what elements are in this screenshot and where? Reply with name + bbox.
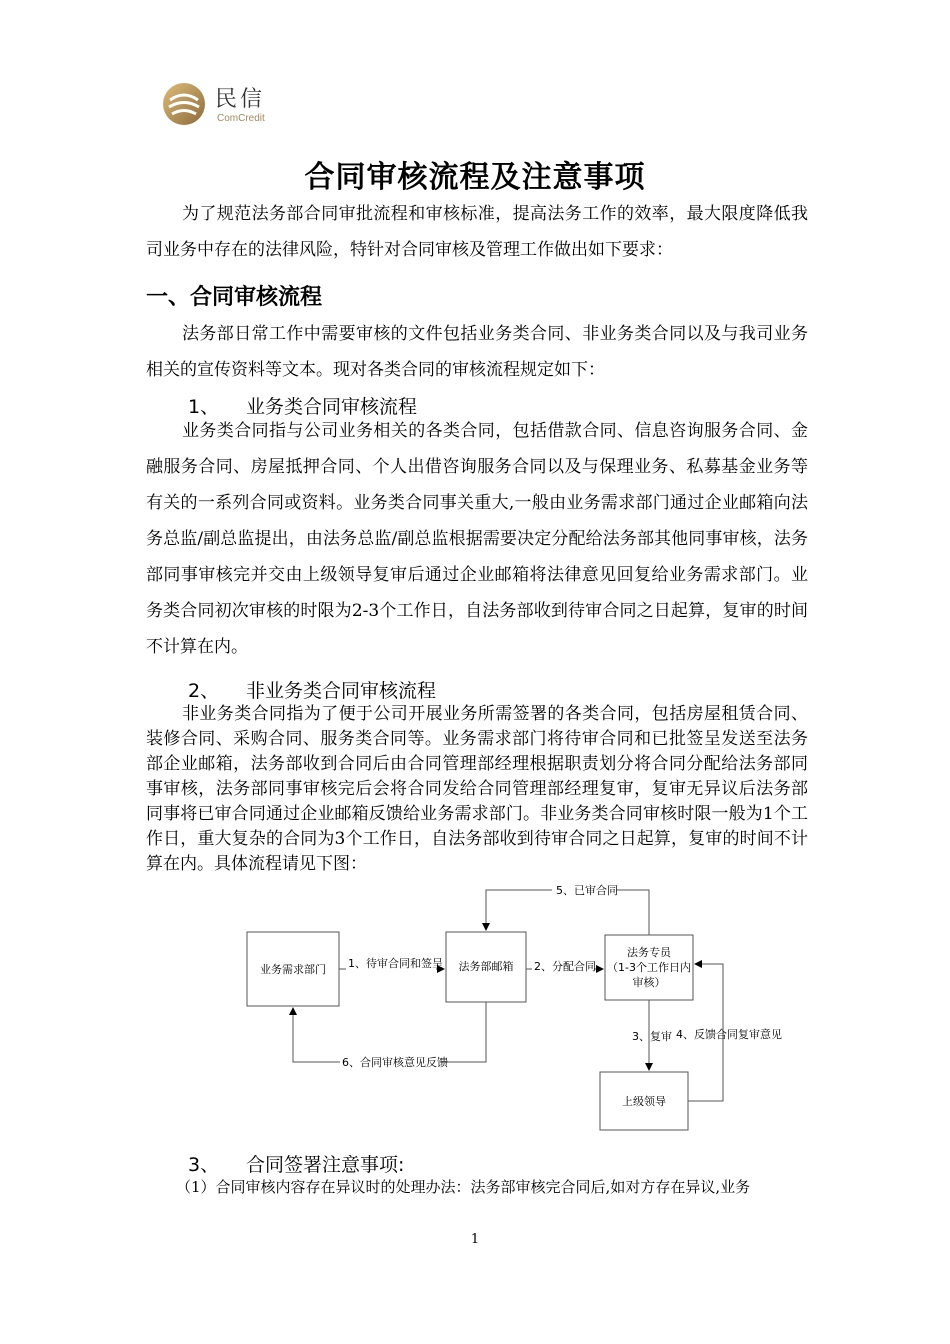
sub1-paragraph: 业务类合同指与公司业务相关的各类合同，包括借款合同、信息咨询服务合同、金融服务合同、房屋抵押合同、个人出借咨询服务合同以及与保理业务、私募基金业务等有关的一系列合同或资料。业务类合同事关重大,一般由业务需求部门通过企业邮箱向法务总监/副总监提出，由法务总监/副总监根据需要决定分配给法务部其他同事审核，法务部同事审核完并交由上级领导复审后通过企业邮箱将法律意见回复给业务需求部门。业务类合同初次审核的时限为2-3个工作日，自法务部收到待审合同之日起算，复审的时间不计算在内。 — [146, 421, 808, 657]
logo-name: 民信 — [215, 87, 266, 112]
edge-5-label: 5、已审合同 — [556, 884, 618, 897]
section1-heading: 一、合同审核流程 — [146, 285, 323, 310]
sub1-number: 1、 — [188, 396, 220, 418]
box-legal-staff-line2: （1-3个工作日内 — [607, 961, 691, 974]
box-business-dept-label: 业务需求部门 — [260, 963, 326, 976]
flow-diagram — [0, 870, 950, 1140]
logo-subtitle: ComCredit — [217, 113, 265, 124]
sub2-title: 非业务类合同审核流程 — [246, 680, 437, 702]
box-legal-mailbox-label: 法务部邮箱 — [458, 960, 514, 973]
edge-4-label: 4、反馈合同复审意见 — [676, 1028, 782, 1041]
section1-intro: 法务部日常工作中需要审核的文件包括业务类合同、非业务类合同以及与我司业务相关的宣传资料等文本。现对各类合同的审核流程规定如下： — [146, 324, 808, 380]
edge-6 — [293, 1002, 486, 1062]
sub1-title: 业务类合同审核流程 — [246, 396, 418, 418]
sub3-heading — [188, 1150, 404, 1177]
edge-6-label: 6、合同审核意见反馈 — [342, 1056, 448, 1069]
sub2-number: 2、 — [188, 680, 220, 702]
sub3-number: 3、 — [188, 1154, 220, 1176]
edge-2-label: 2、分配合同 — [534, 960, 596, 973]
edge-3-label: 3、复审 — [632, 1030, 672, 1043]
page-title: 合同审核流程及注意事项 — [304, 160, 646, 195]
edge-1-label: 1、待审合同和签呈 — [348, 957, 443, 970]
sub2-paragraph: 非业务类合同指为了便于公司开展业务所需签署的各类合同，包括房屋租赁合同、装修合同、采购合同、服务类合同等。业务需求部门将待审合同和已批签呈发送至法务部企业邮箱，法务部收到合同后由合同管理部经理根据职责划分将合同分配给法务部同事审核，法务部同事审核完后会将合同发给合同管理部经理复审，复审无异议后法务部同事将已审合同通过企业邮箱反馈给业务需求部门。非业务类合同审核时限一般为1个工作日，重大复杂的合同为3个工作日，自法务部收到待审合同之日起算，复审的时间不计算在内。具体流程请见下图： — [146, 704, 808, 874]
box-superior-label-text: 上级领导 — [622, 1095, 666, 1108]
box-legal-staff-line3: 审核） — [632, 976, 666, 989]
sub2-heading — [188, 676, 436, 703]
page-number: 1 — [470, 1232, 480, 1247]
box-legal-staff-line1: 法务专员 — [627, 946, 671, 959]
sub3-title: 合同签署注意事项: — [246, 1154, 405, 1176]
sub3-paragraph: （1）合同审核内容存在异议时的处理办法：法务部审核完合同后,如对方存在异议,业务 — [176, 1178, 751, 1196]
intro-paragraph: 为了规范法务部合同审批流程和审核标准，提高法务工作的效率，最大限度降低我司业务中存在的法律风险，特针对合同审核及管理工作做出如下要求： — [146, 204, 808, 260]
